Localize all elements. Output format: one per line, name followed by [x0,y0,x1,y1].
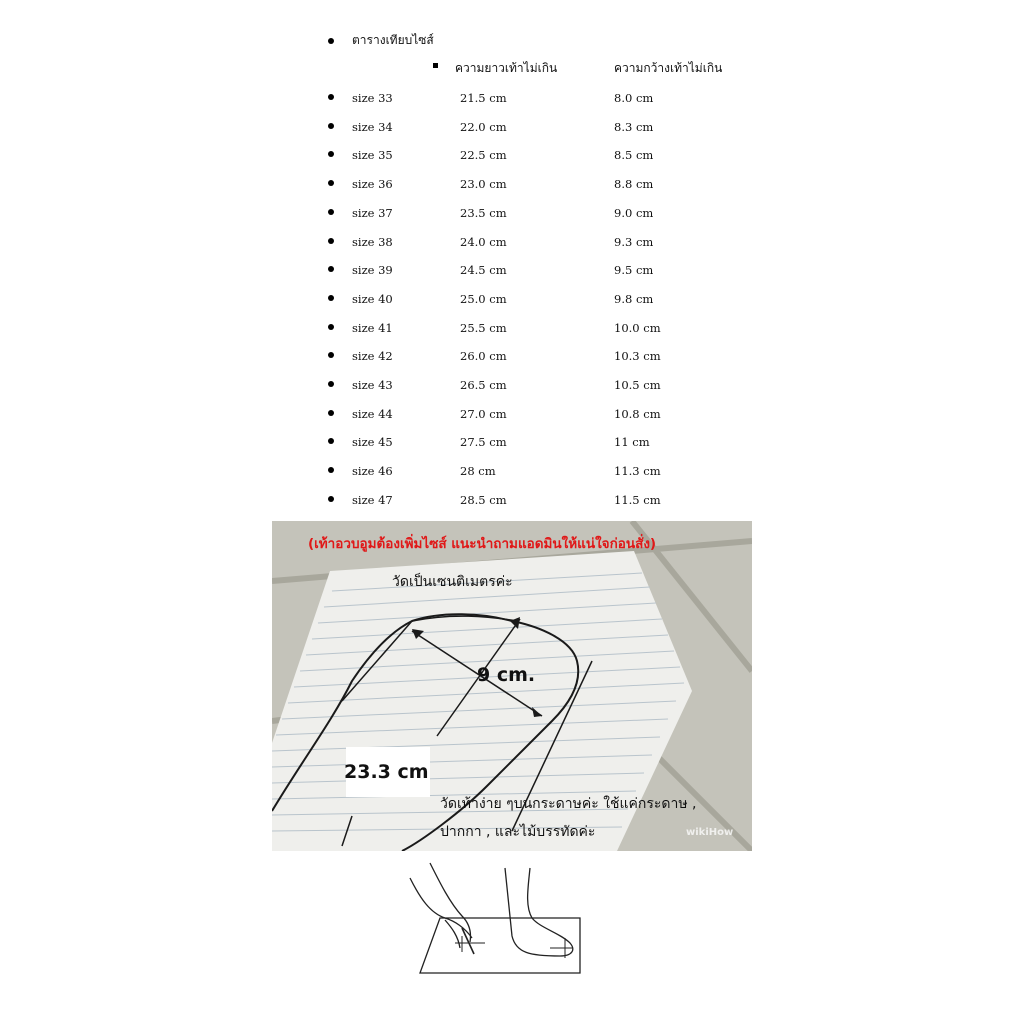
row-bullet [328,381,334,387]
width-cell: 8.5 cm [614,148,654,163]
row-bullet [328,238,334,244]
watermark: wikiHow [686,827,734,838]
row-bullet [328,123,334,129]
size-cell: size 39 [352,263,393,278]
row-bullet [328,496,334,502]
width-column-header: ความกว้างเท้าไม่เกิน [614,61,723,75]
table-row [0,148,1024,162]
row-bullet [328,324,334,330]
length-cell: 24.0 cm [460,234,507,249]
title-bullet [328,38,334,44]
unit-note: วัดเป็นเซนติเมตรค่ะ [392,574,513,590]
row-bullet [328,209,334,215]
row-bullet [328,94,334,100]
table-row [0,292,1024,306]
length-cell: 22.5 cm [460,148,507,163]
length-cell: 23.5 cm [460,205,507,220]
length-cell: 25.0 cm [460,291,507,306]
table-row [0,321,1024,335]
table-row [0,435,1024,449]
width-cell: 8.0 cm [614,91,654,105]
length-cell: 26.0 cm [460,349,507,364]
size-cell: size 40 [352,291,393,306]
row-bullet [328,266,334,272]
table-row [0,206,1024,220]
row-bullet [328,151,334,157]
row-bullet [328,438,334,444]
row-bullet [328,410,334,416]
foot-measure-photo [272,521,752,851]
width-cell: 10.5 cm [614,378,661,392]
table-row [0,464,1024,478]
width-cell: 9.0 cm [614,205,654,220]
instruction-caption-line-2: ปากกา , และไม้บรรทัดค่ะ [440,824,596,840]
width-measure-label: 9 cm. [477,664,536,686]
length-cell: 27.0 cm [460,406,507,421]
size-cell: size 38 [352,234,393,249]
width-cell: 10.3 cm [614,349,661,364]
table-row [0,349,1024,363]
table-row [0,378,1024,392]
size-cell: size 33 [352,91,393,105]
width-cell: 8.3 cm [614,119,654,134]
width-cell: 9.8 cm [614,291,654,306]
size-cell: size 34 [352,119,393,134]
row-bullet [328,295,334,301]
size-cell: size 47 [352,492,393,507]
length-cell: 26.5 cm [460,378,507,392]
width-cell: 10.8 cm [614,406,661,421]
width-cell: 10.0 cm [614,320,661,335]
size-cell: size 41 [352,320,393,335]
length-cell: 25.5 cm [460,320,507,335]
size-cell: size 36 [352,177,393,192]
size-cell: size 35 [352,148,393,163]
size-cell: size 43 [352,378,393,392]
size-cell: size 44 [352,406,393,421]
row-bullet [328,467,334,473]
warning-note: (เท้าอวบอูมต้องเพิ่มไซส์ แนะนำถามแอดมินให้แน่ใจก่อนสั่ง) [308,536,657,552]
width-cell: 9.3 cm [614,234,654,249]
length-cell: 28.5 cm [460,492,507,507]
length-column-header: ความยาวเท้าไม่เกิน [455,61,558,75]
table-row [0,493,1024,507]
width-cell: 11.5 cm [614,492,661,507]
table-row [0,177,1024,191]
length-cell: 22.0 cm [460,119,507,134]
length-cell: 23.0 cm [460,177,507,192]
length-cell: 27.5 cm [460,435,507,450]
length-measure-label: 23.3 cm [344,761,429,783]
width-cell: 11.3 cm [614,464,661,479]
size-cell: size 46 [352,464,393,479]
row-bullet [328,352,334,358]
width-cell: 11 cm [614,435,650,450]
size-cell: size 42 [352,349,393,364]
table-row [0,120,1024,134]
size-cell: size 45 [352,435,393,450]
row-bullet [328,180,334,186]
size-cell: size 37 [352,205,393,220]
table-row [0,91,1024,105]
width-cell: 8.8 cm [614,177,654,192]
table-row [0,263,1024,277]
foot-tracing-sketch-icon [400,858,590,978]
table-row [0,407,1024,421]
header-bullet [433,63,438,68]
width-cell: 9.5 cm [614,263,654,278]
table-title: ตารางเทียบไซส์ [352,33,434,47]
length-cell: 28 cm [460,464,496,479]
instruction-caption-line-1: วัดเท้าง่าย ๆบนกระดาษค่ะ ใช้แค่กระดาษ , [440,796,697,812]
table-row [0,235,1024,249]
length-cell: 21.5 cm [460,91,507,105]
length-cell: 24.5 cm [460,263,507,278]
